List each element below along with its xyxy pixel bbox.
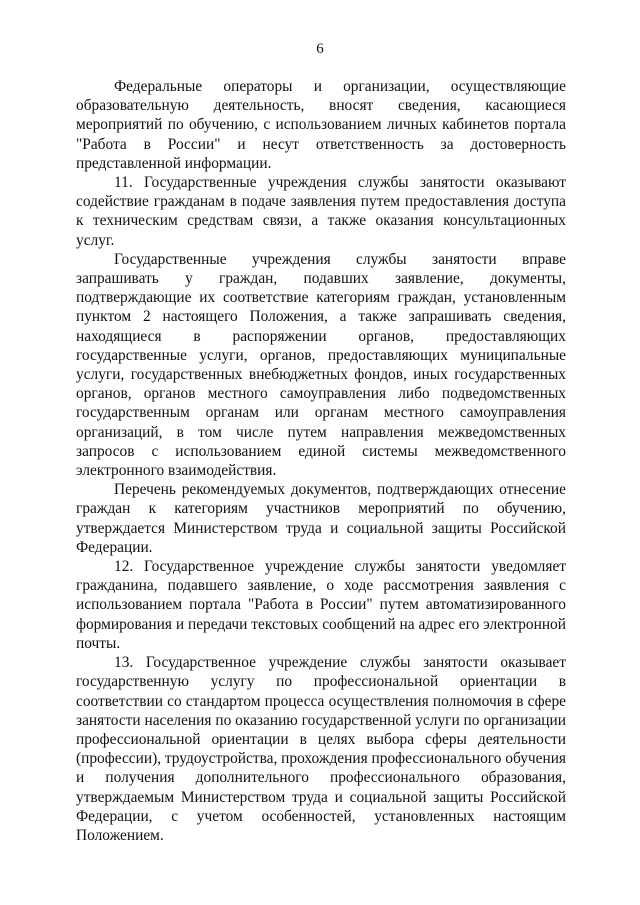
paragraph-11: 11. Государственные учреждения службы занятости оказывают содействие гражданам в подаче заявления путем предоставления доступа к техническим средствам связи, а также оказания консультационных услуг. — [76, 174, 566, 249]
paragraph-11-documents-request: Государственные учреждения службы занятости вправе запрашивать у граждан, подавших заявление, документы, подтверждающие их соответствие категориям граждан, установленным пунктом 2 настоящего Положения, а также запрашивать сведения, находящиеся в распоряжении органов, предоставляющих государственные услуги, органов, предоставляющих муниципальные услуги, государственных внебюджетных фондов, иных государственных органов, органов местного самоуправления либо подведомственных государственным органам или органам местного самоуправления организаций, в том числе путем направления межведомственных запросов с использованием единой системы межведомственного электронного взаимодействия. — [76, 250, 566, 480]
document-body — [76, 77, 566, 845]
paragraph-operators-info: Федеральные операторы и организации, осуществляющие образовательную деятельность, вносят сведения, касающиеся мероприятий по обучению, с использованием личных кабинетов портала "Работа в России" и несут ответственность за достоверность представленной информации. — [76, 78, 566, 172]
paragraph-13: 13. Государственное учреждение службы занятости оказывает государственную услугу по профессиональной ориентации в соответствии со стандартом процесса осуществления полномочия в сфере занятости населения по оказанию государственной услуги по организации профессиональной ориентации в целях выбора сферы деятельности (профессии), трудоустройства, прохождения профессионального обучения и получения дополнительного профессионального образования, утверждаемым Министерством труда и социальной защиты Российской Федерации, с учетом особенностей, установленных настоящим Положением. — [76, 654, 567, 844]
page-number: 6 — [316, 41, 324, 57]
paragraph-documents-list: Перечень рекомендуемых документов, подтверждающих отнесение граждан к категориям участников мероприятий по обучению, утверждается Министерством труда и социальной защиты Российской Федерации. — [76, 481, 566, 556]
paragraph-12: 12. Государственное учреждение службы занятости уведомляет гражданина, подавшего заявление, о ходе рассмотрения заявления с использованием портала "Работа в России" путем автоматизированного формирования и передачи текстовых сообщений на адрес его электронной почты. — [76, 558, 566, 652]
